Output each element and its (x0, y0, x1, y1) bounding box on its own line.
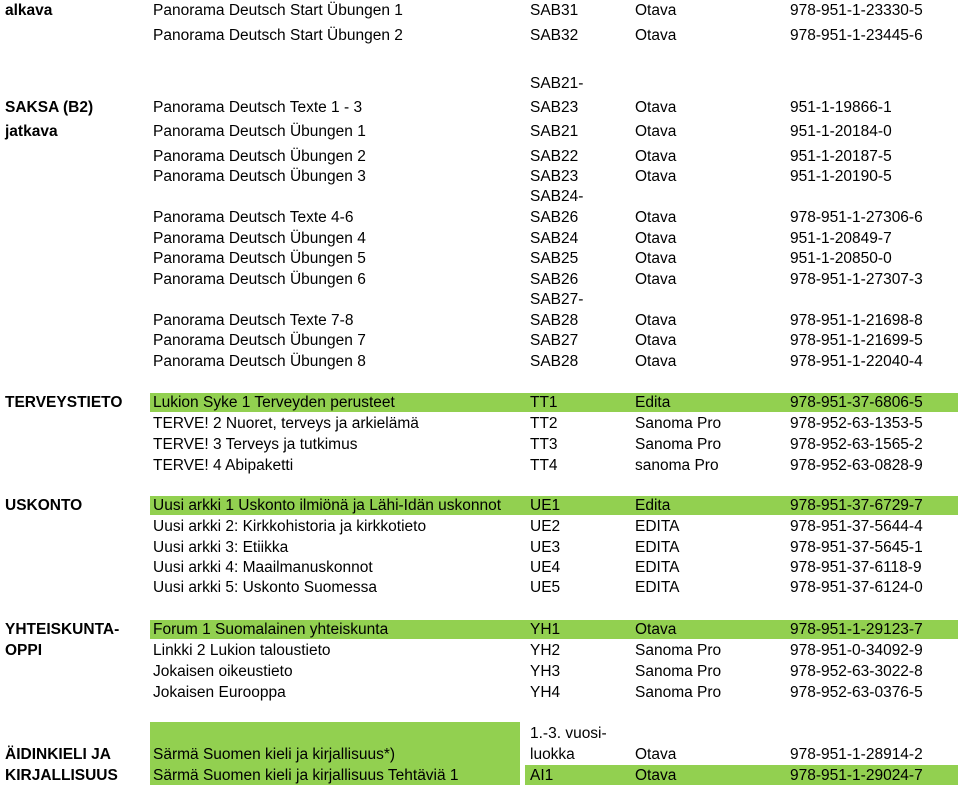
book-title: Panorama Deutsch Übungen 5 (153, 250, 366, 267)
book-title: Jokaisen oikeustieto (153, 663, 293, 680)
book-title: Jokaisen Eurooppa (153, 684, 286, 701)
isbn: 951-1-20187-5 (790, 148, 892, 165)
section-saksa-b2: SAKSA (B2) (5, 99, 94, 116)
isbn: 978-951-1-21699-5 (790, 332, 923, 349)
section-uskonto: USKONTO (5, 497, 83, 514)
course-code: UE3 (530, 539, 561, 556)
isbn: 978-951-1-27306-6 (790, 209, 923, 226)
table-row (0, 1, 960, 21)
section-yhteiskuntaoppi-line2: OPPI (5, 642, 43, 659)
table-row (0, 683, 960, 703)
course-code: TT3 (530, 436, 558, 453)
course-code-line2: luokka (530, 746, 575, 763)
course-code: TT4 (530, 457, 558, 474)
section-yhteiskuntaoppi-line1: YHTEISKUNTA- (5, 621, 120, 638)
course-code-line2: SAB26 (530, 209, 579, 226)
publisher: Otava (635, 746, 677, 763)
course-code: SAB32 (530, 27, 579, 44)
isbn: 978-952-63-0376-5 (790, 684, 923, 701)
publisher: Otava (635, 332, 677, 349)
publisher: Sanoma Pro (635, 642, 722, 659)
course-code: SAB26 (530, 271, 579, 288)
table-row (0, 167, 960, 187)
publisher: Otava (635, 123, 677, 140)
publisher: sanoma Pro (635, 457, 719, 474)
book-title: Panorama Deutsch Texte 7-8 (153, 312, 354, 329)
table-row (0, 147, 960, 167)
publisher: EDITA (635, 559, 680, 576)
book-title: Panorama Deutsch Übungen 3 (153, 168, 366, 185)
course-code-line1: 1.-3. vuosi- (530, 725, 607, 742)
isbn: 978-951-37-6806-5 (790, 394, 923, 411)
course-code: AI1 (530, 767, 554, 784)
book-title: Forum 1 Suomalainen yhteiskunta (153, 621, 389, 638)
section-alkava: alkava (5, 2, 53, 19)
book-title: Särmä Suomen kieli ja kirjallisuus*) (153, 746, 396, 763)
course-code: TT1 (530, 394, 558, 411)
book-title: Linkki 2 Lukion taloustieto (153, 642, 331, 659)
course-code-line2: SAB28 (530, 312, 579, 329)
publisher: Otava (635, 353, 677, 370)
table-row (0, 270, 960, 290)
course-code: SAB22 (530, 148, 579, 165)
table-row (0, 578, 960, 598)
course-code: SAB24 (530, 230, 579, 247)
course-code-line1: SAB24- (530, 188, 584, 205)
table-row (0, 538, 960, 558)
book-title: Uusi arkki 4: Maailmanuskonnot (153, 559, 373, 576)
course-code-line2: SAB23 (530, 99, 579, 116)
publisher: Sanoma Pro (635, 663, 722, 680)
isbn: 978-951-37-6118-9 (790, 559, 922, 576)
book-title: Panorama Deutsch Übungen 4 (153, 230, 366, 247)
publisher: Edita (635, 394, 671, 411)
isbn: 978-952-63-0828-9 (790, 457, 923, 474)
publisher: Otava (635, 621, 677, 638)
isbn: 951-1-20850-0 (790, 250, 892, 267)
publisher: Otava (635, 148, 677, 165)
book-title: Panorama Deutsch Texte 1 - 3 (153, 99, 363, 116)
table-row (0, 352, 960, 372)
publisher: Otava (635, 271, 677, 288)
table-row (0, 456, 960, 476)
course-code: YH1 (530, 621, 561, 638)
book-title: Uusi arkki 1 Uskonto ilmiönä ja Lähi-Idän uskonnot (153, 497, 502, 514)
book-title: TERVE! 3 Terveys ja tutkimus (153, 436, 358, 453)
isbn: 951-1-20184-0 (790, 123, 892, 140)
isbn: 951-1-20849-7 (790, 230, 892, 247)
book-title: Panorama Deutsch Übungen 2 (153, 148, 366, 165)
publisher: EDITA (635, 579, 680, 596)
book-title: Särmä Suomen kieli ja kirjallisuus Tehtäviä 1 (153, 767, 459, 784)
course-code: UE4 (530, 559, 561, 576)
isbn: 978-951-37-5645-1 (790, 539, 923, 556)
table-row (0, 122, 960, 142)
table-row-highlighted (0, 393, 960, 413)
isbn: 978-951-1-22040-4 (790, 353, 923, 370)
table-row (0, 229, 960, 249)
course-code-line1: SAB21- (530, 75, 584, 92)
publisher: Sanoma Pro (635, 415, 722, 432)
table-row (0, 435, 960, 455)
course-code: YH2 (530, 642, 561, 659)
publisher: Otava (635, 168, 677, 185)
table-row-highlighted (0, 745, 960, 765)
section-aidinkieli-line1: ÄIDINKIELI JA (5, 746, 111, 763)
publisher: EDITA (635, 518, 680, 535)
course-code: UE5 (530, 579, 561, 596)
course-code: SAB23 (530, 168, 579, 185)
course-code-line1: SAB27- (530, 291, 584, 308)
course-code: YH4 (530, 684, 561, 701)
isbn: 978-952-63-3022-8 (790, 663, 923, 680)
course-code: UE2 (530, 518, 561, 535)
isbn: 978-952-63-1565-2 (790, 436, 923, 453)
course-code: SAB21 (530, 123, 579, 140)
section-jatkava: jatkava (5, 123, 58, 140)
isbn: 978-951-0-34092-9 (790, 642, 923, 659)
table-row (0, 414, 960, 434)
book-title: TERVE! 4 Abipaketti (153, 457, 294, 474)
book-title: Panorama Deutsch Texte 4-6 (153, 209, 354, 226)
isbn: 978-951-1-28914-2 (790, 746, 923, 763)
book-title: Panorama Deutsch Übungen 6 (153, 271, 366, 288)
isbn: 978-951-1-27307-3 (790, 271, 923, 288)
table-row (0, 26, 960, 46)
table-row (0, 249, 960, 269)
table-row (0, 98, 960, 118)
publisher: Otava (635, 230, 677, 247)
book-title: Panorama Deutsch Übungen 7 (153, 332, 366, 349)
publisher: Otava (635, 250, 677, 267)
isbn: 978-951-1-21698-8 (790, 312, 923, 329)
book-title: Panorama Deutsch Start Übungen 1 (153, 2, 403, 19)
section-terveystieto: TERVEYSTIETO (5, 394, 123, 411)
publisher: Otava (635, 767, 677, 784)
table-row-highlighted (0, 620, 960, 640)
course-code: SAB25 (530, 250, 579, 267)
course-code: TT2 (530, 415, 558, 432)
book-title: TERVE! 2 Nuoret, terveys ja arkielämä (153, 415, 419, 432)
table-row (0, 331, 960, 351)
publisher: Otava (635, 312, 677, 329)
publisher: Otava (635, 209, 677, 226)
publisher: Edita (635, 497, 671, 514)
isbn: 978-951-1-23330-5 (790, 2, 923, 19)
course-code: SAB31 (530, 2, 579, 19)
table-row (0, 662, 960, 682)
publisher: Otava (635, 2, 677, 19)
book-title: Uusi arkki 2: Kirkkohistoria ja kirkkotieto (153, 518, 427, 535)
publisher: EDITA (635, 539, 680, 556)
isbn: 978-951-1-23445-6 (790, 27, 923, 44)
table-row (0, 208, 960, 228)
course-code: SAB28 (530, 353, 579, 370)
course-code: YH3 (530, 663, 561, 680)
isbn: 951-1-19866-1 (790, 99, 892, 116)
isbn: 978-951-37-5644-4 (790, 518, 923, 535)
table-row (0, 311, 960, 331)
book-title: Panorama Deutsch Übungen 1 (153, 123, 366, 140)
publisher: Otava (635, 99, 677, 116)
publisher: Sanoma Pro (635, 684, 722, 701)
section-aidinkieli-line2: KIRJALLISUUS (5, 767, 118, 784)
publisher: Sanoma Pro (635, 436, 722, 453)
isbn: 978-952-63-1353-5 (790, 415, 923, 432)
isbn: 978-951-37-6124-0 (790, 579, 923, 596)
isbn: 978-951-1-29123-7 (790, 621, 923, 638)
isbn: 978-951-37-6729-7 (790, 497, 923, 514)
book-title: Lukion Syke 1 Terveyden perusteet (153, 394, 395, 411)
isbn: 951-1-20190-5 (790, 168, 892, 185)
book-title: Uusi arkki 5: Uskonto Suomessa (153, 579, 377, 596)
publisher: Otava (635, 27, 677, 44)
table-row-highlighted (0, 496, 960, 516)
isbn: 978-951-1-29024-7 (790, 767, 923, 784)
book-title: Uusi arkki 3: Etiikka (153, 539, 289, 556)
table-row (0, 517, 960, 537)
course-code: UE1 (530, 497, 561, 514)
table-row (0, 558, 960, 578)
book-title: Panorama Deutsch Übungen 8 (153, 353, 366, 370)
course-code: SAB27 (530, 332, 579, 349)
book-title: Panorama Deutsch Start Übungen 2 (153, 27, 403, 44)
table-row-highlighted (0, 766, 960, 786)
table-row (0, 641, 960, 661)
